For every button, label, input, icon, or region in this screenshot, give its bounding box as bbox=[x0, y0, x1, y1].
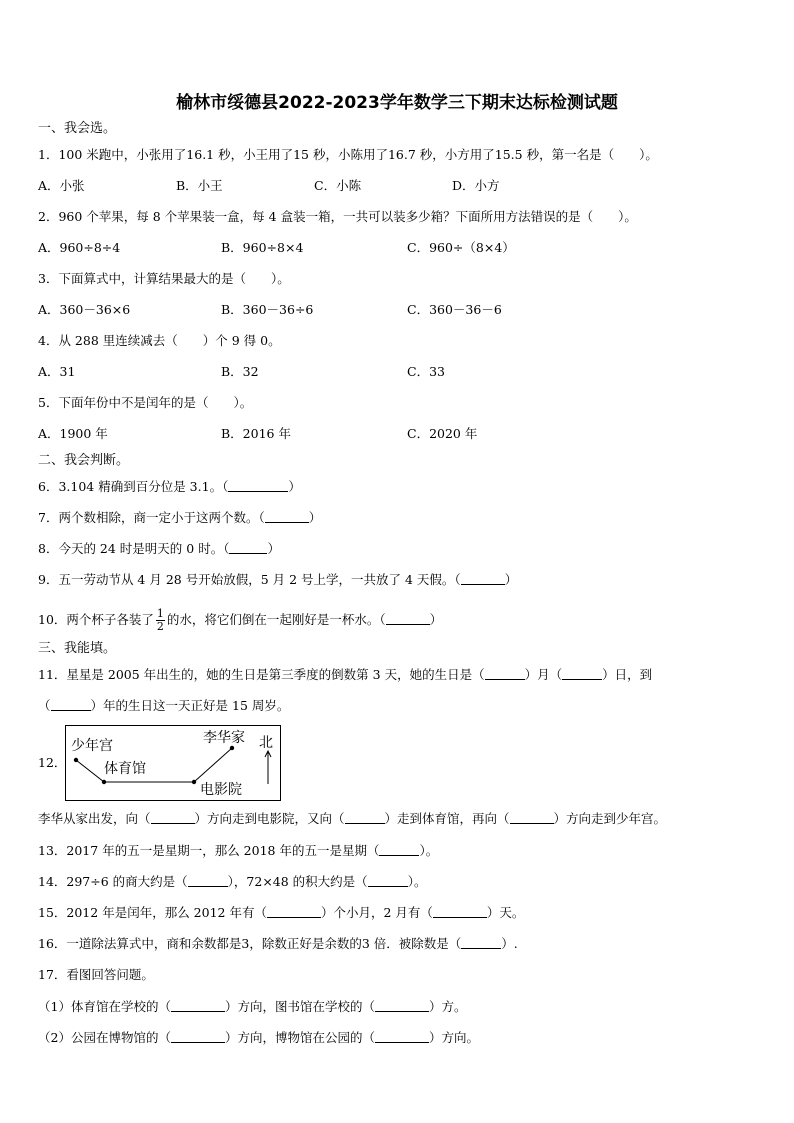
map-label-lihuajia: 李华家 bbox=[203, 730, 245, 746]
answer-blank[interactable] bbox=[171, 1030, 225, 1043]
question-11-line-2: （ ）年的生日这一天正好是 15 周岁。 bbox=[38, 698, 290, 713]
answer-blank[interactable] bbox=[368, 874, 408, 887]
question-3: 3．下面算式中，计算结果最大的是（ ）。 bbox=[38, 271, 290, 286]
question-6: 6．3.104 精确到百分位是 3.1。（ ） bbox=[38, 479, 301, 494]
q5-option-b: B．2016 年 bbox=[221, 426, 291, 441]
q3-option-b: B．360－36÷6 bbox=[221, 302, 314, 317]
answer-blank[interactable] bbox=[267, 905, 321, 918]
question-13: 13．2017 年的五一是星期一，那么 2018 年的五一是星期（ ）。 bbox=[38, 843, 439, 858]
q4-option-a: A．31 bbox=[38, 364, 76, 379]
question-2: 2．960 个苹果，每 8 个苹果装一盒，每 4 盒装一箱，一共可以装多少箱？下面所用方法错误的是（ ）。 bbox=[38, 209, 637, 224]
question-1: 1．100 米跑中，小张用了16.1 秒，小王用了15 秒，小陈用了16.7 秒，小方用了15.5 秒，第一名是（ ）。 bbox=[38, 147, 658, 162]
answer-blank[interactable] bbox=[433, 905, 487, 918]
map-label-north: 北 bbox=[259, 735, 273, 751]
map-label-dianyingyuan: 电影院 bbox=[200, 782, 242, 798]
question-4: 4．从 288 里连续减去（ ）个 9 得 0。 bbox=[38, 333, 281, 348]
answer-blank[interactable] bbox=[386, 612, 430, 625]
question-7: 7．两个数相除，商一定小于这两个数。（ ） bbox=[38, 510, 322, 525]
answer-blank[interactable] bbox=[171, 999, 225, 1012]
question-12-number: 12． bbox=[38, 755, 67, 770]
section-3-heading: 三、我能填。 bbox=[38, 641, 117, 656]
question-9: 9．五一劳动节从 4 月 28 号开始放假，5 月 2 号上学，一共放了 4 天假。（ ） bbox=[38, 572, 518, 587]
answer-blank[interactable] bbox=[562, 667, 602, 680]
answer-blank[interactable] bbox=[461, 572, 505, 585]
q5-option-a: A．1900 年 bbox=[38, 426, 108, 441]
question-17: 17．看图回答问题。 bbox=[38, 967, 154, 982]
answer-blank[interactable] bbox=[265, 510, 309, 523]
question-17-sub-1: （1）体育馆在学校的（ ）方向，图书馆在学校的（ ）方。 bbox=[38, 999, 467, 1014]
answer-blank[interactable] bbox=[345, 811, 385, 824]
map-label-shaoniangong: 少年宫 bbox=[71, 738, 113, 754]
answer-blank[interactable] bbox=[379, 843, 419, 856]
fraction: $\frac{1}{2}$ bbox=[156, 607, 164, 633]
answer-blank[interactable] bbox=[151, 811, 195, 824]
question-5: 5．下面年份中不是闰年的是（ ）。 bbox=[38, 395, 253, 410]
route-map bbox=[65, 725, 281, 801]
q1-option-a: A．小张 bbox=[38, 178, 85, 193]
answer-blank[interactable] bbox=[375, 1030, 429, 1043]
q4-option-c: C．33 bbox=[407, 364, 445, 379]
question-16: 16．一道除法算式中，商和余数都是3，除数正好是余数的3 倍．被除数是（ ）. bbox=[38, 936, 518, 951]
map-point-shaoniangong bbox=[74, 758, 78, 762]
question-12-text: 李华从家出发，向（ ）方向走到电影院，又向（ ）走到体育馆，再向（ ）方向走到少年宫。 bbox=[38, 811, 667, 826]
answer-blank[interactable] bbox=[51, 698, 91, 711]
q3-option-c: C．360－36－6 bbox=[407, 302, 502, 317]
q2-option-c: C．960÷（8×4） bbox=[407, 240, 515, 255]
answer-blank[interactable] bbox=[461, 936, 501, 949]
q1-option-c: C．小陈 bbox=[314, 178, 362, 193]
question-8: 8．今天的 24 时是明天的 0 时。（ ） bbox=[38, 541, 280, 556]
question-10: 10．两个杯子各装了 $\frac{1}{2}$ 的水，将它们倒在一起刚好是一杯水。（ ） bbox=[38, 607, 443, 633]
question-17-sub-2: （2）公园在博物馆的（ ）方向，博物馆在公园的（ ）方向。 bbox=[38, 1030, 479, 1045]
map-label-tiyuguan: 体育馆 bbox=[104, 761, 146, 777]
answer-blank[interactable] bbox=[228, 479, 288, 492]
question-14: 14．297÷6 的商大约是（ ），72×48 的积大约是（ ）。 bbox=[38, 874, 427, 889]
answer-blank[interactable] bbox=[375, 999, 429, 1012]
q3-option-a: A．360－36×6 bbox=[38, 302, 131, 317]
answer-blank[interactable] bbox=[510, 811, 554, 824]
answer-blank[interactable] bbox=[188, 874, 228, 887]
answer-blank[interactable] bbox=[485, 667, 525, 680]
q5-option-c: C．2020 年 bbox=[407, 426, 478, 441]
q2-option-b: B．960÷8×4 bbox=[221, 240, 304, 255]
q2-option-a: A．960÷8÷4 bbox=[38, 240, 121, 255]
q4-option-b: B．32 bbox=[221, 364, 259, 379]
question-11-line-1: 11．星星是 2005 年出生的，她的生日是第三季度的倒数第 3 天，她的生日是（ ）月（ ）日，到 bbox=[38, 667, 653, 682]
question-15: 15．2012 年是闰年，那么 2012 年有（ ）个小月，2 月有（ ）天。 bbox=[38, 905, 525, 920]
map-point-tiyuguan bbox=[102, 780, 106, 784]
q1-option-d: D．小方 bbox=[452, 178, 500, 193]
answer-blank[interactable] bbox=[229, 541, 267, 554]
q1-option-b: B．小王 bbox=[176, 178, 223, 193]
page-title: 榆林市绥德县2022-2023学年数学三下期末达标检测试题 bbox=[176, 93, 618, 113]
map-point-dianyingyuan bbox=[192, 780, 196, 784]
section-2-heading: 二、我会判断。 bbox=[38, 453, 130, 468]
section-1-heading: 一、我会选。 bbox=[38, 121, 117, 136]
